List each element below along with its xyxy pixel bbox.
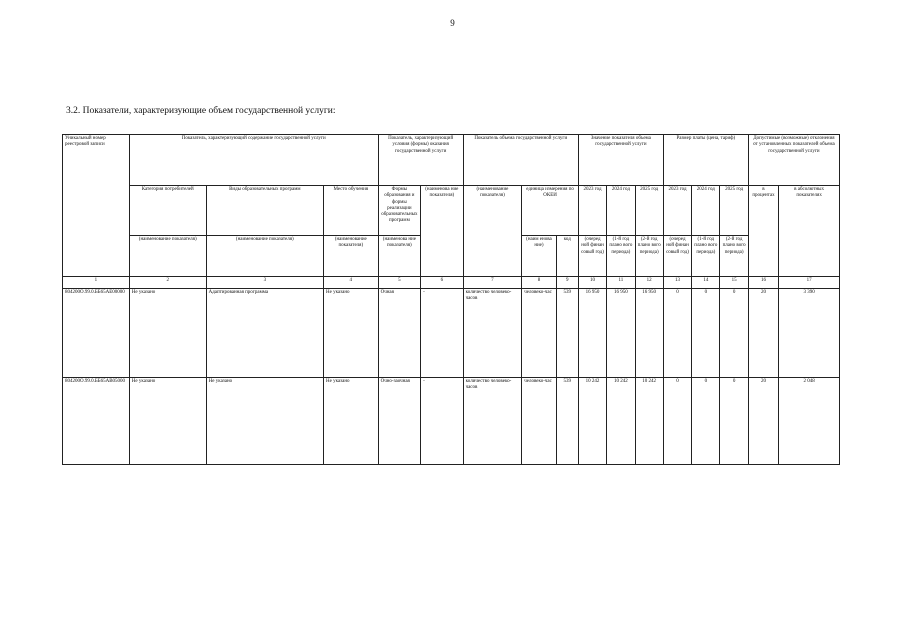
column-number: 3 <box>206 277 323 289</box>
header-unique-reg: Уникальный номер реестровой записи <box>63 135 130 277</box>
column-number: 11 <box>607 277 635 289</box>
header-fee-y2023: 2023 год <box>663 186 691 236</box>
deviation-absolute: 3 390 <box>779 289 840 378</box>
header-volume-indicator: Показатель объема государственной услуги <box>463 135 578 186</box>
value-2024: 16 950 <box>607 289 635 378</box>
registry-code: 804200О.99.0.ББ65АВ05000 <box>63 378 130 465</box>
column-number: 1 <box>63 277 130 289</box>
table-row <box>63 289 840 378</box>
indicator-name: количество человеко-часов <box>463 378 522 465</box>
col6-value: - <box>421 289 463 378</box>
header-forms: Формы образования и формы реализации образовательных программ <box>378 186 420 236</box>
consumer-category: Не указано <box>129 378 206 465</box>
fee-2025: 0 <box>720 378 748 465</box>
subheader-unit-code: код <box>556 236 578 277</box>
header-program-types: Виды образовательных программ <box>206 186 323 236</box>
subheader-fy-first: (1-й год плано вого периода) <box>607 236 635 277</box>
deviation-percent: 20 <box>748 378 778 465</box>
indicator-name: количество человеко-часов <box>463 289 522 378</box>
column-number: 8 <box>522 277 556 289</box>
header-deviations: Допустимые (возможные) отклонения от установленных показателей объема государственной услуги <box>748 135 839 186</box>
education-form: Очно-заочная <box>378 378 420 465</box>
header-row-2 <box>63 186 840 236</box>
value-2023: 10 242 <box>578 378 606 465</box>
column-number: 16 <box>748 277 778 289</box>
subheader-name-2: (наименование показателя) <box>206 236 323 277</box>
registry-code: 804200О.99.0.ББ65АЕ00000 <box>63 289 130 378</box>
column-number: 12 <box>635 277 663 289</box>
page-number: 9 <box>450 18 455 28</box>
header-y2023: 2023 год <box>578 186 606 236</box>
column-number-row <box>63 277 840 289</box>
volume-indicators-table <box>62 134 840 465</box>
fee-2025: 0 <box>720 289 748 378</box>
column-number: 14 <box>692 277 720 289</box>
program-type: Не указано <box>206 378 323 465</box>
header-content-indicator: Показатель, характеризующий содержание государственной услуги <box>129 135 378 186</box>
header-y2025: 2025 год <box>635 186 663 236</box>
column-number: 9 <box>556 277 578 289</box>
education-form: Очная <box>378 289 420 378</box>
column-number: 15 <box>720 277 748 289</box>
fee-2023: 0 <box>663 289 691 378</box>
value-2023: 16 950 <box>578 289 606 378</box>
column-number: 13 <box>663 277 691 289</box>
study-place: Не указано <box>323 289 378 378</box>
fee-2023: 0 <box>663 378 691 465</box>
header-absolute: в абсолютных показателях <box>779 186 840 277</box>
column-number: 4 <box>323 277 378 289</box>
deviation-percent: 20 <box>748 289 778 378</box>
column-number: 5 <box>378 277 420 289</box>
column-number: 10 <box>578 277 606 289</box>
value-2025: 10 242 <box>635 378 663 465</box>
header-study-place: Место обучения <box>323 186 378 236</box>
header-fee-y2024: 2024 год <box>692 186 720 236</box>
column-number: 6 <box>421 277 463 289</box>
subheader-fy-second: (2-й год плано вого периода) <box>635 236 663 277</box>
fee-2024: 0 <box>692 289 720 378</box>
subheader-fee-fy-current: (очеред ной финан совый год) <box>663 236 691 277</box>
subheader-name-3: (наименование показателя) <box>323 236 378 277</box>
header-percent: в процентах <box>748 186 778 277</box>
header-row-1 <box>63 135 840 186</box>
value-2024: 10 242 <box>607 378 635 465</box>
unit-name: человеко-час <box>522 289 556 378</box>
subheader-name-4: (наименова ние показателя) <box>378 236 420 277</box>
subheader-name-1: (наименование показателя) <box>129 236 206 277</box>
header-unit: единица измерения по ОКЕИ <box>522 186 579 236</box>
deviation-absolute: 2 048 <box>779 378 840 465</box>
header-conditions-indicator: Показатель, характеризующий условия (формы) оказания государственной услуги <box>378 135 463 186</box>
subheader-unit-name: (наим енова ние) <box>522 236 556 277</box>
table-row <box>63 378 840 465</box>
value-2025: 16 950 <box>635 289 663 378</box>
subheader-fee-fy-second: (2-й год плано вого периода) <box>720 236 748 277</box>
unit-name: человеко-час <box>522 378 556 465</box>
subheader-fy-current: (очеред ной финан совый год) <box>578 236 606 277</box>
header-fee-amount: Размер платы (цена, тариф) <box>663 135 748 186</box>
study-place: Не указано <box>323 378 378 465</box>
header-name-short: (наименова ние показателя) <box>421 186 463 277</box>
header-volume-values: Значение показателя объема государственной услуги <box>578 135 663 186</box>
column-number: 7 <box>463 277 522 289</box>
consumer-category: Не указано <box>129 289 206 378</box>
fee-2024: 0 <box>692 378 720 465</box>
column-number: 17 <box>779 277 840 289</box>
unit-code: 539 <box>556 378 578 465</box>
header-fee-y2025: 2025 год <box>720 186 748 236</box>
section-heading: 3.2. Показатели, характеризующие объем государственной услуги: <box>66 106 336 116</box>
program-type: Адаптированная программа <box>206 289 323 378</box>
header-consumer-category: Категория потребителей <box>129 186 206 236</box>
unit-code: 539 <box>556 289 578 378</box>
col6-value: - <box>421 378 463 465</box>
header-y2024: 2024 год <box>607 186 635 236</box>
column-number: 2 <box>129 277 206 289</box>
subheader-fee-fy-first: (1-й год плано вого периода) <box>692 236 720 277</box>
header-indicator-name: (наименование показателя) <box>463 186 522 277</box>
